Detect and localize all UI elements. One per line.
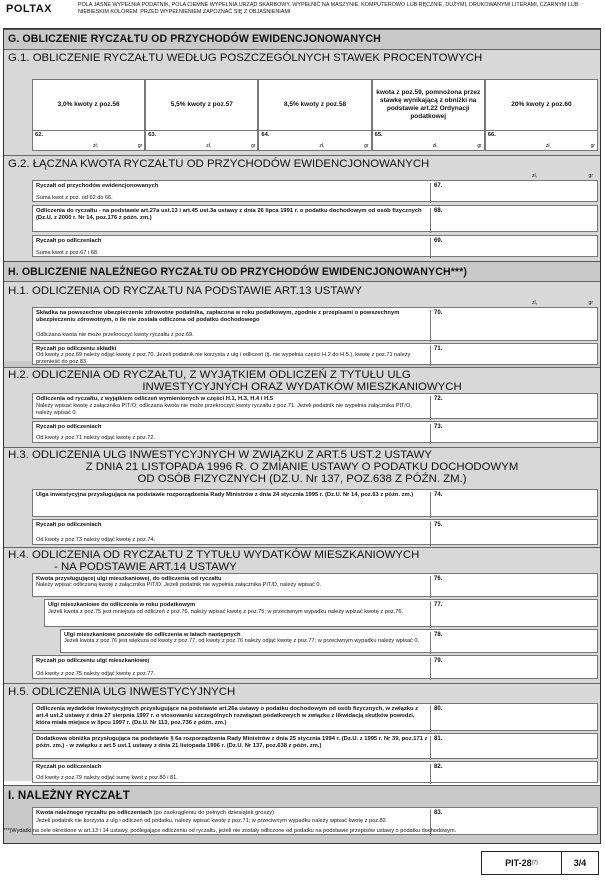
section-g-title: G. OBLICZENIE RYCZAŁTU OD PRZYCHODÓW EWIDENCJONOWANYCH <box>8 33 381 45</box>
field-row-71[interactable]: Ryczałt po odliczeniu składki Od kwoty z poz.69 należy odjąć kwotę z poz.70. Jeżeli podatnik nie korzysta z ulg i odliczeń (tj. nie wypełnia części H.2 do H.5.), kwotę z poz.71 należy przenieść do poz.83. 71. <box>32 343 598 365</box>
g1-rate-cells <box>32 79 598 151</box>
field-row-72[interactable]: Odliczenia od ryczałtu, z wyjątkiem odliczeń wymienionych w części H.1, H.3, H.4 i H.5 Należy wpisać kwotę z załącznika PIT/O; odliczana kwota nie może przekroczyć kwoty ryczałtu z poz.71. Jeżeli podatnik nie wypełnia załącznika PIT/O, należy wpisać 0. 72. <box>32 393 598 419</box>
section-g1-title: G.1. OBLICZENIE RYCZAŁTU WEDŁUG POSZCZEGÓLNYCH STAWEK PROCENTOWYCH <box>8 52 483 64</box>
field-row-75[interactable]: Ryczałt po odliczeniach Od kwoty z poz.73 należy odjąć kwotę z poz.74. 75. <box>32 519 598 545</box>
footnote: ***)Wydatki na cele określone w art.13 i 14 ustawy, podlegające odliczeniu od ryczałtu, jeżeli nie zostały odliczone od podatku na podstawie przepisów ustawy o podatku dochodowym. <box>3 828 457 834</box>
section-h4: H.4. ODLICZENIA OD RYCZAŁTU Z TYTUŁU WYDATKÓW MIESZKANIOWYCH - NA PODSTAWIE ART.14 USTAWY <box>4 547 600 683</box>
rate-label: 5,5% kwoty z poz.57 <box>170 101 233 108</box>
page-number: 3/4 <box>573 858 587 868</box>
rate-label: 3,0% kwoty z poz.56 <box>57 101 120 108</box>
field-row-74[interactable]: Ulga inwestycyjna przysługująca na podstawie rozporządzenia Rady Ministrów z dnia 24 stycznia 1995 r. (Dz.U. Nr 14, poz.63 z późn. zm.) 74. <box>32 489 598 517</box>
poltax-logo: POLTAX <box>6 3 52 15</box>
field-row-76[interactable]: Kwota przysługującej ulgi mieszkaniowej, do odliczenia od ryczałtu Należy wpisać odliczaną kwotę z załącznika PIT/D. Jeżeli podatnik nie wypełnia załącznika PIT/D, należy wpisać 0. 76. <box>32 573 598 597</box>
rate-label: 8,5% kwoty z poz.58 <box>283 101 347 108</box>
rate-label: 20% kwoty z poz.60 <box>511 101 572 108</box>
rate-cell[interactable]: kwota z poz.59, pomnożona przez stawkę wynikającą z obniżki na podstawie art.22 Ordynacji podatkowej 65. zł, gr <box>372 79 485 151</box>
field-row-68[interactable]: Odliczenia do ryczałtu - na podstawie art.27a ust.13 i art.45 ust.3a ustawy z dnia 26 lipca 1991 r. o podatku dochodowym od osób fizycznych (Dz.U. z 2000 r. Nr 14, poz.176 z późn. zm.) 68. <box>32 205 598 232</box>
section-h-title: H. OBLICZENIE NALEŻNEGO RYCZAŁTU OD PRZYCHODÓW EWIDENCJONOWANYCH***) <box>8 266 467 278</box>
section-h1: H.1. ODLICZENIA OD RYCZAŁTU NA PODSTAWIE ART.13 USTAWY <box>4 281 600 361</box>
rate-cell[interactable]: 3,0% kwoty z poz.56 62. zł, gr <box>32 79 145 151</box>
rate-cell[interactable]: 5,5% kwoty z poz.57 63. zł, gr <box>145 79 258 151</box>
field-row-70[interactable]: Składka na powszechne ubezpieczenie zdrowotne podatnika, zapłacona w roku podatkowym, zgodnie z przepisami o powszechnym ubezpieczeniu zdrowotnym, o ile nie została odliczona od podatku dochodowego Odliczana kwota nie może przekroczyć kwoty ryczałtu z poz.69. 70. zł, gr <box>32 307 598 341</box>
field-row-69[interactable]: Ryczałt po odliczeniach Suma kwot z poz.67 i 68. 69. <box>32 235 598 257</box>
field-row-77[interactable]: Ulgi mieszkaniowe do odliczenia w roku podatkowym Jeżeli kwota z poz.75 jest mniejsza od odliczeń z poz.76, należy wpisać kwotę z poz.75; w przeciwnym wypadku należy wpisać kwotę z poz.76. 77. <box>44 599 598 627</box>
rate-cell[interactable]: 8,5% kwoty z poz.58 64. zł, gr <box>258 79 371 151</box>
section-h5: H.5. ODLICZENIA ULG INWESTYCYJNYCH <box>4 683 600 781</box>
field-row-67[interactable]: Ryczałt od przychodów ewidencjonowanych Suma kwot z poz. od 62 do 66. 67. zł, gr <box>32 180 598 202</box>
field-number: 62. <box>35 132 44 138</box>
field-row-81[interactable]: Dodatkowa obniżka przysługująca na podstawie § 6a rozporządzenia Rady Ministrów z dnia 25 stycznia 1994 r. (Dz.U. z 1995 r. Nr 39, poz.171 z późn. zm.) - w związku z art.5 ust.1 ustawy z dnia 21 listopada 1996 r. (Dz.U. Nr 137, poz.638 z późn. zm.) 81. <box>32 733 598 759</box>
field-row-80[interactable]: Odliczenia wydatków inwestycyjnych przysługujące na podstawie art.26a ustawy o podatku dochodowym od osób fizycznych, w związku z art.4 ust.2 ustawy z dnia 27 sierpnia 1997 r. o stosowaniu szczególnych rozwiązań podatkowych w związku z likwidacją skutków powodzi, która miała miejsce w lipcu 1997 r. (Dz.U. Nr 113, poz.736 z późn. zm.) 80. <box>32 703 598 731</box>
section-h2: H.2. ODLICZENIA OD RYCZAŁTU, Z WYJĄTKIEM ODLICZEŃ Z TYTUŁU ULG INWESTYCYJNYCH ORAZ WYDATKÓW MIESZKANIOWYCH <box>4 367 600 447</box>
form-badge: PIT-28 (7) 3/4 <box>481 851 599 875</box>
section-i: I. NALEŻNY RYCZAŁT <box>4 785 600 843</box>
header <box>0 0 605 28</box>
instructions: POLA JASNE WYPEŁNIA PODATNIK, POLA CIEMNE WYPEŁNIA URZĄD SKARBOWY. WYPEŁNIĆ NA MASZYNIE, KOMPUTEROWO LUB RĘCZNIE, DUŻYMI, DRUKOWANYMI LITERAMI, CZARNYM LUB NIEBIESKIM KOLOREM. PRZED WYPEŁNIENIEM ZAPOZNAĆ SIĘ Z OBJAŚNIENIAMI <box>78 2 579 15</box>
field-row-73[interactable]: Ryczałt po odliczeniach Od kwoty z poz.71 należy odjąć kwotę z poz.72. 73. <box>32 421 598 443</box>
rate-cell[interactable]: 20% kwoty z poz.60 66. zł, gr <box>485 79 598 151</box>
field-number: 63. <box>148 132 157 138</box>
field-number: 66. <box>487 132 496 138</box>
field-row-83[interactable]: Kwota należnego ryczałtu po odliczeniach (po zaokrągleniu do pełnych dziesiątek groszy) Jeżeli podatnik nie korzysta z ulg i odliczeń od podatku, należy wpisać kwotę z poz.71; w przeciwnym wypadku należy wpisać kwotę z poz.82. 83. <box>32 807 598 835</box>
section-g2-title: G.2. ŁĄCZNA KWOTA RYCZAŁTU OD PRZYCHODÓW EWIDENCJONOWANYCH <box>8 158 430 170</box>
section-h3: H.3. ODLICZENIA ULG INWESTYCYJNYCH W ZWIĄZKU Z ART.5 UST.2 USTAWY Z DNIA 21 LISTOPADA 1996 R. O ZMIANIE USTAWY O PODATKU DOCHODOWYM OD OSÓB FIZYCZNYCH (DZ.U. Nr 137, POZ.638 Z PÓŹN. ZM.) <box>4 447 600 551</box>
field-number: 64. <box>261 132 270 138</box>
rate-label: kwota z poz.59, pomnożona przez stawkę wynikającą z obniżki na podstawie art.22 Ordynacji podatkowej <box>376 89 481 120</box>
field-row-79[interactable]: Ryczałt po odliczeniu ulgi mieszkaniowej Od kwoty z poz.75 należy odjąć kwotę z poz.77. 79. <box>32 655 598 679</box>
field-row-78[interactable]: Ulgi mieszkaniowe pozostałe do odliczenia w latach następnych Jeżeli kwota z poz.76 jest większa od kwoty z poz.77, od kwoty z poz.76 należy odjąć kwotę z poz.77; w przeciwnym wypadku należy wpisać 0. 78. <box>60 629 598 653</box>
form-body <box>3 28 601 844</box>
field-row-82[interactable]: Ryczałt po odliczeniach Od kwoty z poz.79 należy odjąć sumę kwot z poz.80 i 81. 82. <box>32 761 598 783</box>
field-number: 65. <box>374 132 383 138</box>
